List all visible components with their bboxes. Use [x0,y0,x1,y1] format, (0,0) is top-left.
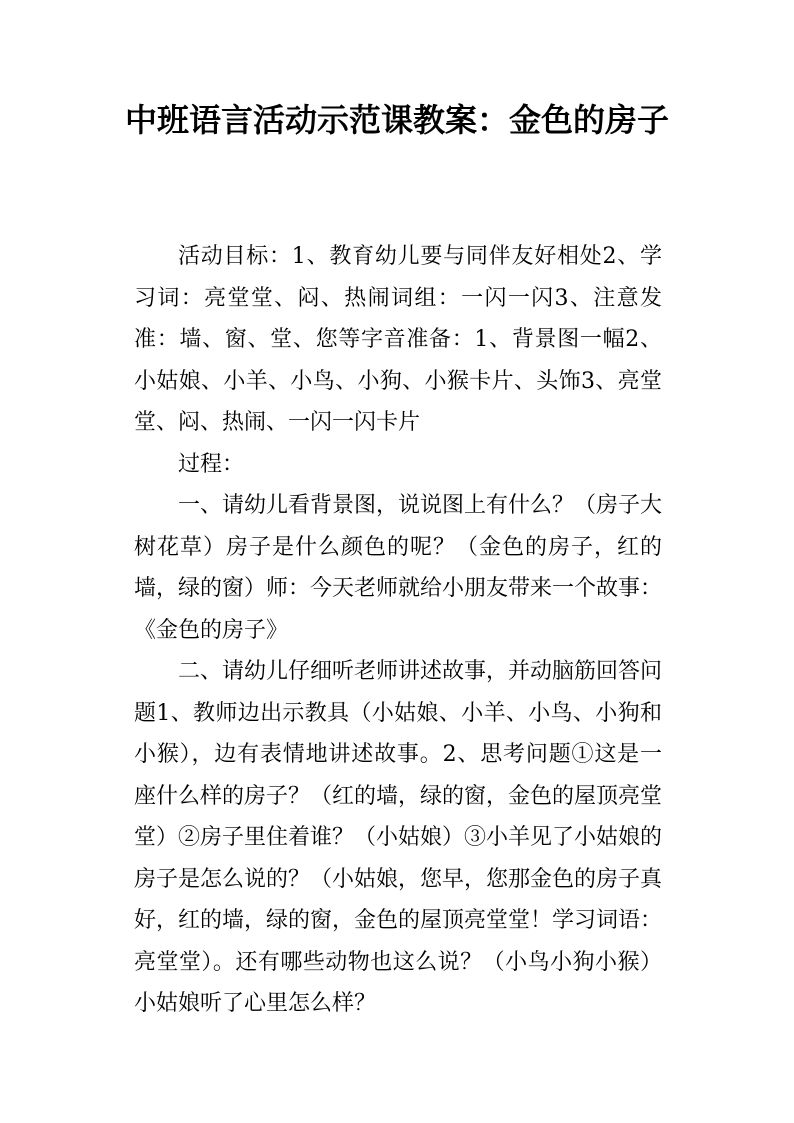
paragraph-step-one: 一、请幼儿看背景图，说说图上有什么？（房子大树花草）房子是什么颜色的呢？（金色的房子，红的墙，绿的窗）师：今天老师就给小朋友带来一个故事：《金色的房子》 [134,493,663,643]
paragraph-objectives: 活动目标：1、教育幼儿要与同伴友好相处2、学习词：亮堂堂、闷、热闹词组：一闪一闪3、注意发准：墙、窗、堂、您等字音准备：1、背景图一幅2、小姑娘、小羊、小鸟、小狗、小猴卡片、头饰3、亮堂堂、闷、热闹、一闪一闪卡片 [134,244,662,435]
paragraph-process-heading: 过程： [178,451,245,477]
paragraph-step-two: 二、请幼儿仔细听老师讲述故事，并动脑筋回答问题1、教师边出示教具（小姑娘、小羊、小鸟、小狗和小猴），边有表情地讲述故事。2、思考问题①这是一座什么样的房子？（红的墙，绿的窗，金色的屋顶亮堂堂）②房子里住着谁？（小姑娘）③小羊见了小姑娘的房子是怎么说的？（小姑娘，您早，您那金色的房子真好，红的墙，绿的窗，金色的屋顶亮堂堂！学习词语：亮堂堂）。还有哪些动物也这么说？（小鸟小狗小猴）小姑娘听了心里怎么样？ [134,659,663,1016]
page-title: 中班语言活动示范课教案：金色的房子 [124,101,669,139]
document-body [134,236,662,1025]
